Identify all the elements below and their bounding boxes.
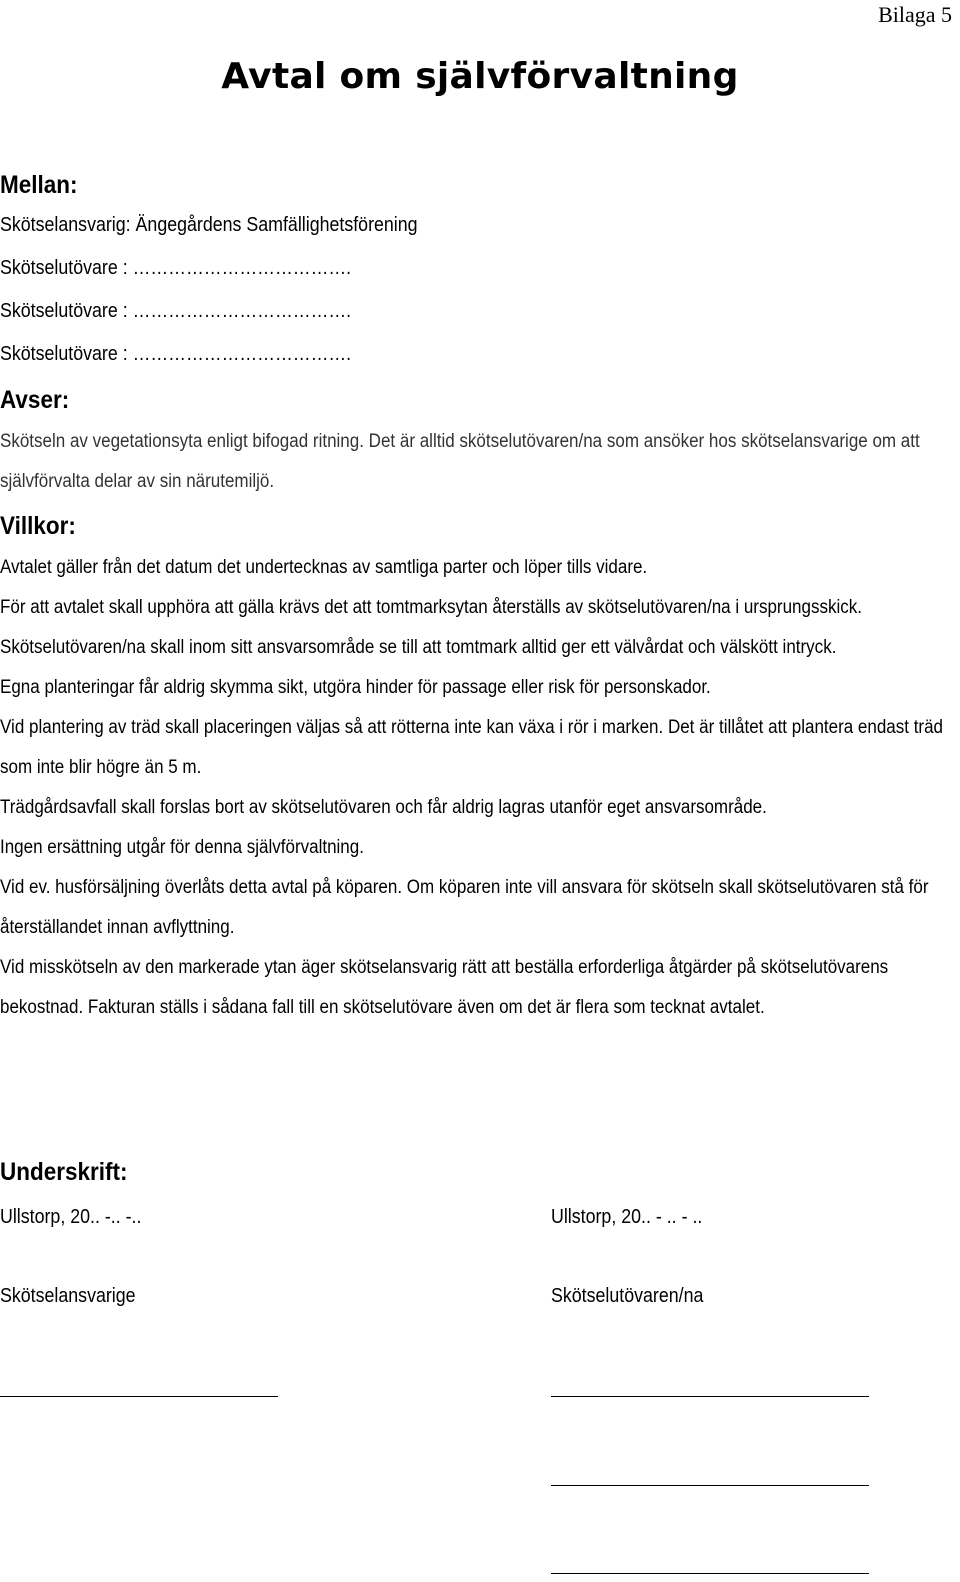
term-paragraph: Vid ev. husförsäljning överlåts detta avtal på köparen. Om köparen inte vill ansvara för skötseln skall skötselutövaren stå för återställandet innan avflyttning. bbox=[0, 877, 929, 938]
term-paragraph: Vid plantering av träd skall placeringen väljas så att rötterna inte kan växa i rör i marken. Det är tillåtet att plantera endast träd som inte blir högre än 5 m. bbox=[0, 717, 944, 778]
signature-column-left bbox=[0, 1202, 159, 1311]
term-paragraph: Avtalet gäller från det datum det undertecknas av samtliga parter och löper tills vidare. bbox=[0, 557, 648, 578]
term-paragraph: Trädgårdsavfall skall forslas bort av skötselutövaren och får aldrig lagras utanför eget ansvarsområde. bbox=[0, 797, 767, 818]
document-title: Avtal om självförvaltning bbox=[221, 56, 739, 97]
parties-section bbox=[0, 166, 958, 376]
signature-line-right-2 bbox=[551, 1485, 869, 1486]
place-date-left: Ullstorp, 20.. -.. -.. bbox=[0, 1206, 142, 1228]
document-body bbox=[0, 166, 958, 1028]
signature-heading: Underskrift: bbox=[0, 1158, 128, 1186]
term-paragraph: Vid misskötseln av den markerade ytan äger skötselansvarig rätt att beställa erforderliga åtgärder på skötselutövarens bekostnad. Fakturan ställs i sådana fall till en skötselutövare även om det är flera som tecknat avtalet. bbox=[0, 957, 889, 1018]
role-right: Skötselutövaren/na bbox=[551, 1285, 704, 1307]
signature-line-right-1 bbox=[551, 1396, 869, 1397]
parties-heading: Mellan: bbox=[0, 171, 78, 199]
performer-line-3: Skötselutövare : ………………………………. bbox=[0, 343, 352, 365]
page-tag: Bilaga 5 bbox=[878, 2, 952, 27]
term-paragraph: Ingen ersättning utgår för denna självförvaltning. bbox=[0, 837, 364, 858]
term-paragraph: För att avtalet skall upphöra att gälla krävs det att tomtmarksytan återställs av skötselutövaren/na i ursprungsskick. bbox=[0, 597, 862, 618]
term-paragraph: Skötselutövaren/na skall inom sitt ansvarsområde se till att tomtmark alltid ger ett välvårdat och välskött intryck. bbox=[0, 637, 837, 658]
signature-section bbox=[0, 1152, 958, 1307]
terms-section bbox=[0, 504, 958, 1028]
subject-text: Skötseln av vegetationsyta enligt bifogad ritning. Det är alltid skötselutövaren/na som ansöker hos skötselansvarige om att självförvalta delar av sin närutemiljö. bbox=[0, 431, 920, 492]
subject-heading: Avser: bbox=[0, 386, 70, 414]
place-date-right: Ullstorp, 20.. - .. - .. bbox=[551, 1206, 703, 1228]
signature-line-left bbox=[0, 1396, 278, 1397]
subject-section bbox=[0, 378, 958, 502]
performer-line-2: Skötselutövare : ………………………………. bbox=[0, 300, 352, 322]
performer-line-1: Skötselutövare : ………………………………. bbox=[0, 257, 352, 279]
term-paragraph: Egna planteringar får aldrig skymma sikt, utgöra hinder för passage eller risk för personskador. bbox=[0, 677, 711, 698]
signature-column-right bbox=[551, 1202, 722, 1311]
signature-line-right-3 bbox=[551, 1573, 869, 1574]
responsible-party-line: Skötselansvarig: Ängegårdens Samfällighetsförening bbox=[0, 214, 418, 236]
role-left: Skötselansvarige bbox=[0, 1285, 136, 1307]
terms-heading: Villkor: bbox=[0, 512, 76, 540]
